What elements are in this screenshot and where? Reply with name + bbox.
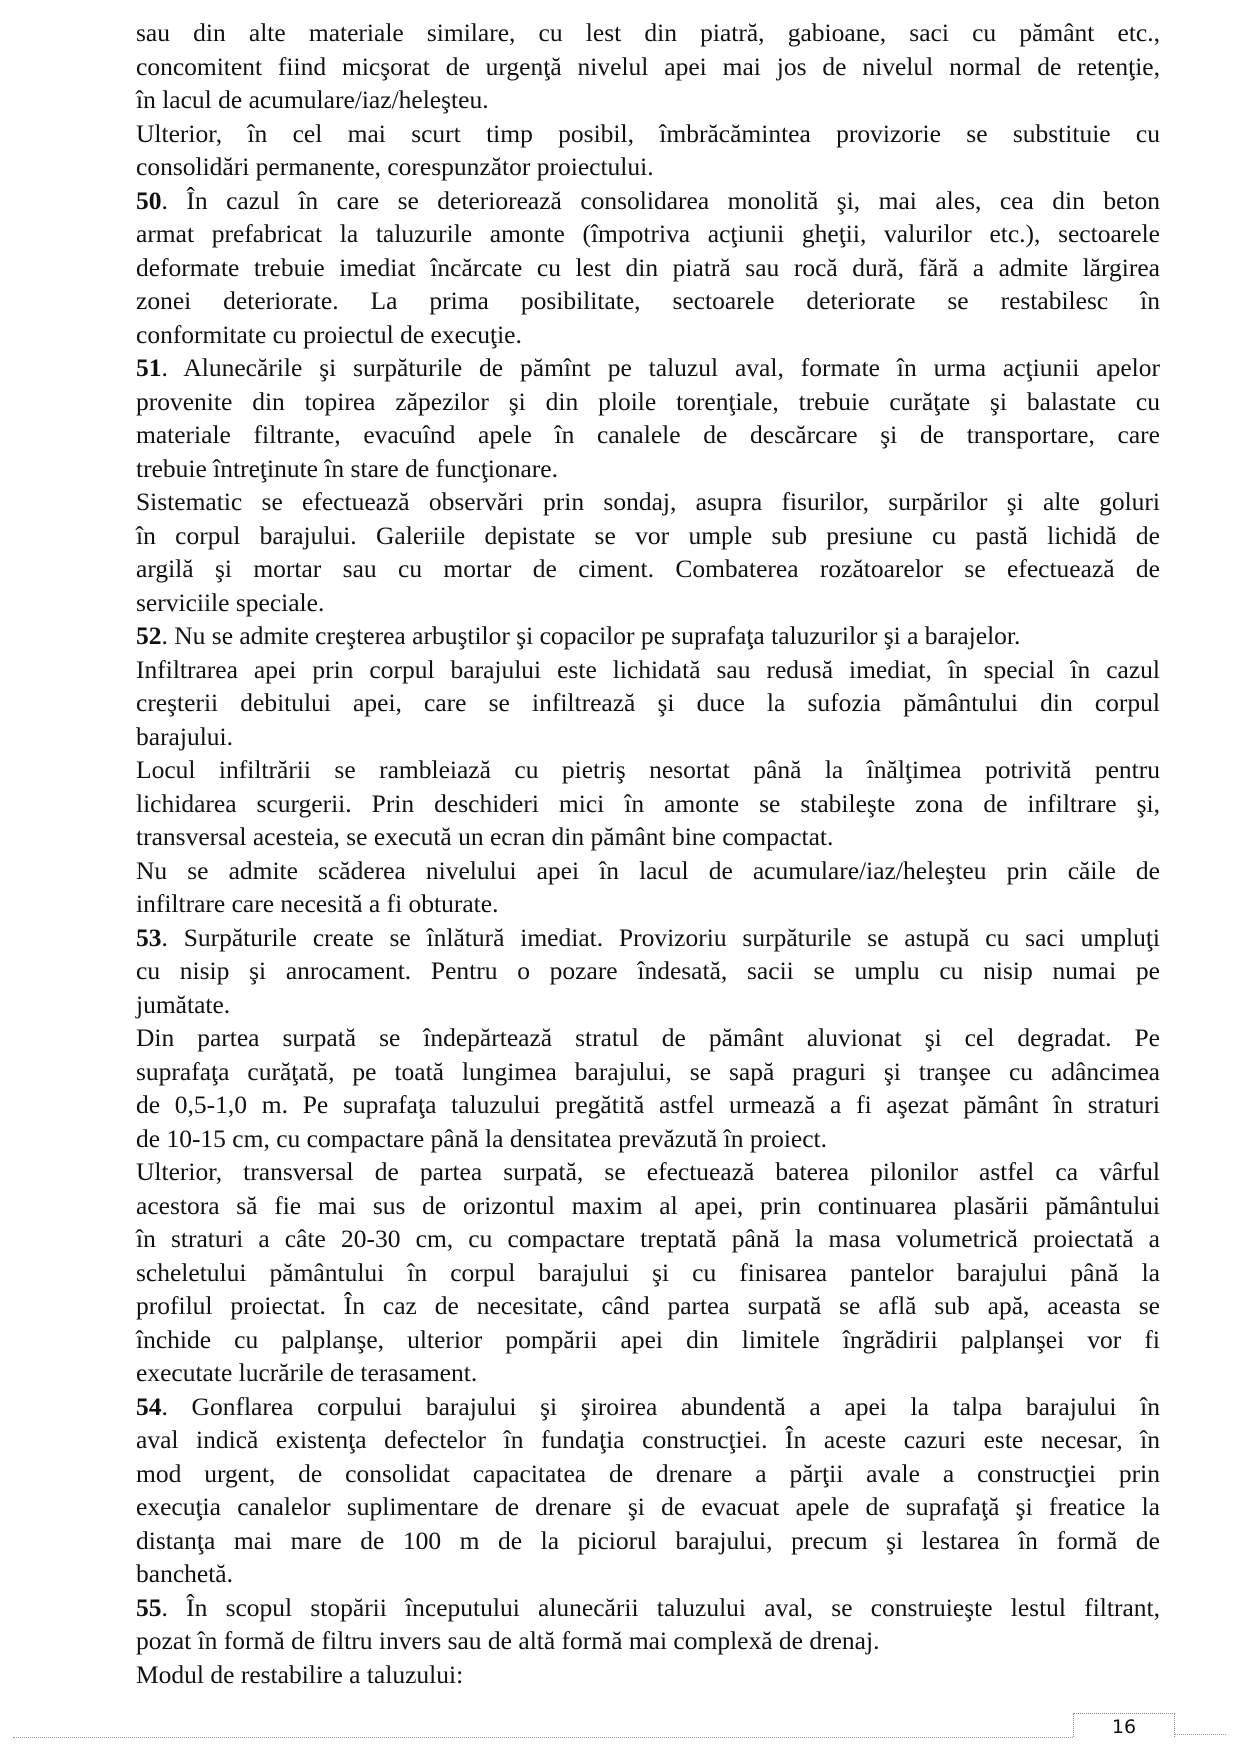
section-first-line (136, 921, 1160, 955)
line-text: în straturi a câte 20-30 cm, cu compactare treptată până la masa volumetrică proiectată a (136, 1224, 1160, 1253)
text-line (136, 1356, 1160, 1390)
text-line (136, 720, 1160, 754)
line-text: provenite din topirea zăpezilor şi din ploile torenţiale, trebuie curăţate şi balastate cu (136, 386, 1160, 416)
text-line (136, 988, 1160, 1022)
text-line (136, 1256, 1160, 1290)
text-line (136, 83, 1160, 117)
text-line (136, 1457, 1160, 1491)
line-text: Modul de restabilire a taluzului: (136, 1659, 464, 1689)
line-text: lichidarea scurgerii. Prin deschideri mici în amonte se stabileşte zona de infiltrare şi, (136, 788, 1160, 818)
line-text: . În scopul stopării începutului alunecării taluzului aval, se construieşte lestul filtrant, (161, 1592, 1160, 1622)
line-text: . Gonflarea corpului barajului şi şiroirea abundentă a apei la talpa barajului în (161, 1391, 1160, 1421)
line-text: de 10-15 cm, cu compactare până la densitatea prevăzută în proiect. (136, 1123, 828, 1153)
section-number: 54 (136, 1391, 162, 1421)
text-line (136, 1122, 1160, 1156)
text-line (136, 1088, 1160, 1122)
text-line (136, 217, 1160, 251)
line-text: cu nisip şi anrocament. Pentru o pozare îndesată, sacii se umplu cu nisip numai pe (136, 956, 1160, 985)
section-number: 55 (136, 1592, 162, 1622)
line-text: Sistematic se efectuează observări prin sondaj, asupra fisurilor, surpărilor şi alte goluri (136, 487, 1160, 516)
text-line (136, 16, 1160, 50)
line-text: conformitate cu proiectul de execuţie. (136, 319, 522, 349)
text-line (136, 485, 1160, 519)
text-line (136, 1323, 1160, 1357)
line-text: Ulterior, în cel mai scurt timp posibil, îmbrăcămintea provizorie se substituie cu (136, 118, 1160, 148)
text-line (136, 117, 1160, 151)
line-text: sau din alte materiale similare, cu lest din piatră, gabioane, saci cu pământ etc., (136, 18, 1160, 47)
line-text: executate lucrările de terasament. (136, 1358, 478, 1387)
text-line (136, 1524, 1160, 1558)
footer-divider (13, 1737, 1073, 1738)
line-text: transversal acesteia, se execută un ecran din pământ bine compactat. (136, 822, 834, 851)
text-line (136, 418, 1160, 452)
text-line (136, 753, 1160, 787)
text-line (136, 1624, 1160, 1658)
text-line (136, 1021, 1160, 1055)
text-line (136, 50, 1160, 84)
text-line (136, 686, 1160, 720)
text-line (136, 552, 1160, 586)
line-text: consolidări permanente, corespunzător proiectului. (136, 152, 654, 181)
text-line (136, 1423, 1160, 1457)
line-text: infiltrare care necesită a fi obturate. (136, 889, 499, 918)
text-line (136, 318, 1160, 352)
line-text: deformate trebuie imediat încărcate cu lest din piatră sau rocă dură, fără a admite lărgirea (136, 252, 1160, 282)
line-text: . În cazul în care se deteriorează consolidarea monolită şi, mai ales, cea din beton (161, 185, 1160, 215)
line-text: profilul proiectat. În caz de necesitate, când partea surpată se află sub apă, aceasta se (136, 1291, 1160, 1320)
section-first-line (136, 184, 1160, 218)
page-number: 16 (1073, 1713, 1175, 1737)
line-text: în corpul barajului. Galeriile depistate se vor umple sub presiune cu pastă lichidă de (136, 520, 1160, 550)
line-text: materiale filtrante, evacuînd apele în canalele de descărcare şi de transportare, care (136, 420, 1160, 449)
line-text: . Alunecările şi surpăturile de pămînt pe taluzul aval, formate în urma acţiunii apelor (161, 353, 1160, 382)
section-first-line (136, 619, 1160, 653)
line-text: serviciile speciale. (136, 587, 325, 617)
line-text: . Nu se admite creşterea arbuştilor şi copacilor pe suprafaţa taluzurilor şi a barajelor. (161, 621, 1021, 650)
text-line (136, 1658, 1160, 1692)
text-line (136, 586, 1160, 620)
text-line (136, 284, 1160, 318)
line-text: jumătate. (136, 989, 231, 1019)
text-line (136, 653, 1160, 687)
line-text: Locul infiltrării se rambleiază cu pietriş nesortat până la înălţimea potrivită pentru (136, 755, 1160, 784)
line-text: creşterii debitului apei, care se infiltrează şi duce la sufozia pământului din corpul (136, 688, 1160, 717)
section-first-line (136, 351, 1160, 385)
line-text: banchetă. (136, 1559, 233, 1588)
line-text: argilă şi mortar sau cu mortar de ciment. Combaterea rozătoarelor se efectuează de (136, 554, 1160, 583)
line-text: armat prefabricat la taluzurile amonte (împotriva acţiunii gheţii, valurilor etc.), sectoarele (136, 219, 1160, 248)
line-text: barajului. (136, 721, 234, 751)
section-number: 50 (136, 185, 162, 215)
line-text: . Surpăturile create se înlătură imediat. Provizoriu surpăturile se astupă cu saci umpluţi (161, 922, 1160, 952)
text-line (136, 1189, 1160, 1223)
text-line (136, 1055, 1160, 1089)
text-line (136, 854, 1160, 888)
text-line (136, 1490, 1160, 1524)
line-text: execuţia canalelor suplimentare de drenare şi de evacuat apele de suprafaţă şi freatice la (136, 1492, 1160, 1521)
footer-divider-right (1174, 1734, 1226, 1735)
line-text: suprafaţa curăţată, pe toată lungimea barajului, se sapă praguri şi tranşee cu adâncimea (136, 1056, 1160, 1086)
text-line (136, 150, 1160, 184)
text-line (136, 385, 1160, 419)
section-number: 53 (136, 922, 162, 952)
text-line (136, 787, 1160, 821)
text-line (136, 954, 1160, 988)
line-text: pozat în formă de filtru invers sau de altă formă mai complexă de drenaj. (136, 1626, 880, 1655)
line-text: închide cu palplanşe, ulterior pompării apei din limitele îngrădirii palplanşei vor fi (136, 1324, 1160, 1354)
text-line (136, 1557, 1160, 1591)
line-text: concomitent fiind micşorat de urgenţă nivelul apei mai jos de nivelul normal de retenţie, (136, 51, 1160, 81)
section-first-line (136, 1390, 1160, 1424)
line-text: de 0,5-1,0 m. Pe suprafaţa taluzului pregătită astfel urmează a fi aşezat pământ în straturi (136, 1090, 1160, 1119)
section-first-line (136, 1591, 1160, 1625)
line-text: acestora să fie mai sus de orizontul maxim al apei, prin continuarea plasării pământului (136, 1190, 1160, 1220)
line-text: mod urgent, de consolidat capacitatea de drenare a părţii avale a construcţiei prin (136, 1458, 1160, 1488)
text-line (136, 1222, 1160, 1256)
line-text: scheletului pământului în corpul barajului şi cu finisarea pantelor barajului până la (136, 1257, 1160, 1287)
document-body (136, 16, 1160, 1691)
line-text: trebuie întreţinute în stare de funcţionare. (136, 453, 558, 483)
section-number: 52 (136, 621, 162, 650)
line-text: Din partea surpată se îndepărtează stratul de pământ aluvionat şi cel degradat. Pe (136, 1023, 1160, 1052)
line-text: zonei deteriorate. La prima posibilitate, sectoarele deteriorate se restabilesc în (136, 286, 1160, 315)
text-line (136, 452, 1160, 486)
text-line (136, 820, 1160, 854)
line-text: Infiltrarea apei prin corpul barajului este lichidată sau redusă imediat, în special în cazul (136, 654, 1160, 684)
text-line (136, 1289, 1160, 1323)
text-line (136, 251, 1160, 285)
section-number: 51 (136, 353, 162, 382)
line-text: în lacul de acumulare/iaz/heleşteu. (136, 85, 489, 114)
line-text: Nu se admite scăderea nivelului apei în lacul de acumulare/iaz/heleşteu prin căile de (136, 855, 1160, 885)
text-line (136, 1155, 1160, 1189)
text-line (136, 519, 1160, 553)
line-text: Ulterior, transversal de partea surpată, se efectuează baterea pilonilor astfel ca vârful (136, 1157, 1160, 1186)
text-line (136, 887, 1160, 921)
line-text: distanţa mai mare de 100 m de la piciorul barajului, precum şi lestarea în formă de (136, 1525, 1160, 1555)
line-text: aval indică existenţa defectelor în fundaţia construcţiei. În aceste cazuri este necesar, în (136, 1425, 1160, 1454)
